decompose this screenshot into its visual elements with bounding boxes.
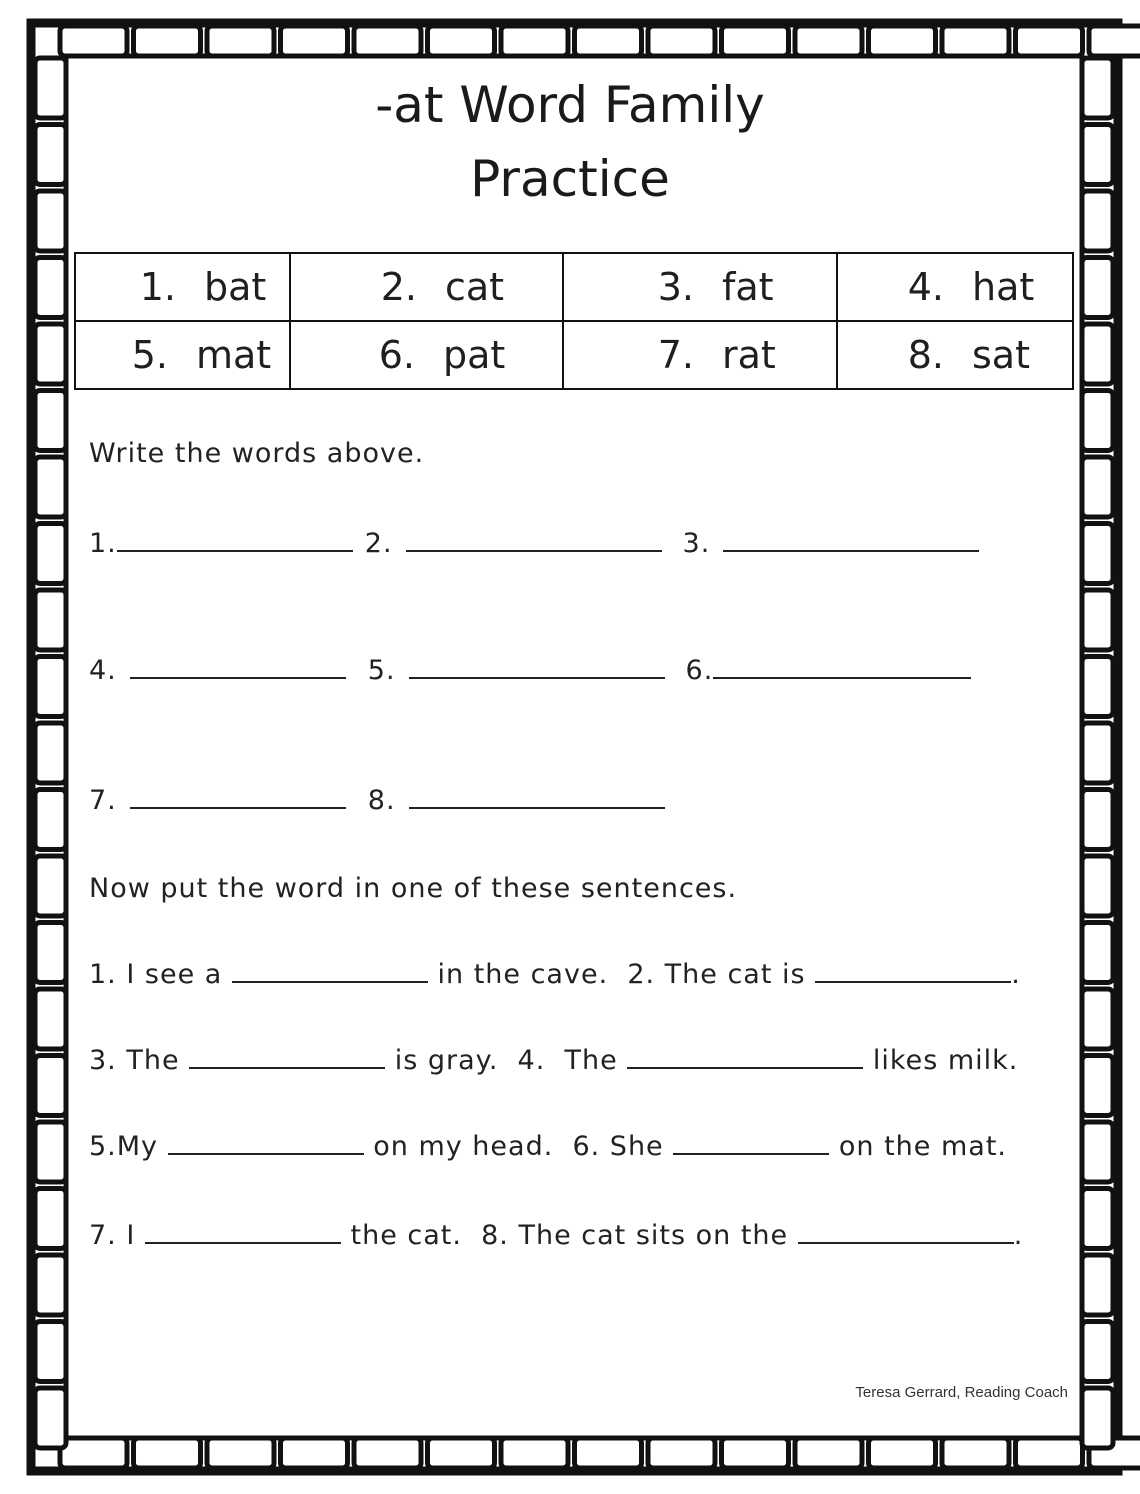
- sentence-text: .: [1013, 1220, 1024, 1251]
- word-text: cat: [445, 265, 505, 309]
- word-number: 8.: [907, 333, 944, 377]
- word-cell: [837, 321, 1073, 389]
- answer-label: 7.: [89, 785, 117, 816]
- word-text: hat: [972, 265, 1035, 309]
- sentence-text: 3. The: [89, 1045, 180, 1076]
- answer-label: 5.: [367, 655, 396, 686]
- word-cell: [563, 253, 837, 321]
- word-text: rat: [722, 333, 776, 377]
- word-number: 6.: [378, 333, 415, 377]
- word-cell: [75, 321, 290, 389]
- answer-row: [89, 655, 971, 686]
- word-number: 3.: [657, 265, 694, 309]
- sentence-blank[interactable]: [815, 959, 1011, 983]
- sentence-blank[interactable]: [673, 1131, 829, 1155]
- sentence-text: 7. I: [89, 1220, 136, 1251]
- answer-row: [89, 785, 665, 816]
- word-cell: [563, 321, 837, 389]
- word-cell: [837, 253, 1073, 321]
- answer-blank[interactable]: [713, 655, 971, 679]
- word-cell: [290, 321, 563, 389]
- answer-blank[interactable]: [409, 655, 665, 679]
- word-text: sat: [972, 333, 1030, 377]
- sentence-blank[interactable]: [189, 1045, 385, 1069]
- sentence-blank[interactable]: [145, 1220, 341, 1244]
- answer-blank[interactable]: [130, 785, 346, 809]
- sentence-text: is gray. 4. The: [394, 1045, 618, 1076]
- answer-label: 8.: [367, 785, 396, 816]
- answer-blank[interactable]: [409, 785, 665, 809]
- sentence-row: [89, 1220, 1023, 1251]
- word-table: [74, 252, 1074, 390]
- sentence-blank[interactable]: [627, 1045, 863, 1069]
- sentence-row: [89, 1131, 1007, 1162]
- sentence-text: the cat. 8. The cat sits on the: [350, 1220, 789, 1251]
- write-instruction: Write the words above.: [89, 438, 425, 469]
- worksheet-title: -at Word Family: [375, 76, 765, 134]
- sentence-text: on my head. 6. She: [373, 1131, 664, 1162]
- sentence-blank[interactable]: [232, 959, 428, 983]
- word-cell: [75, 253, 290, 321]
- sentence-row: [89, 1045, 1018, 1076]
- word-number: 7.: [657, 333, 694, 377]
- word-number: 5.: [131, 333, 168, 377]
- word-text: bat: [204, 265, 267, 309]
- word-table-row: [75, 321, 1073, 389]
- word-cell: [290, 253, 563, 321]
- sentence-text: in the cave. 2. The cat is: [437, 959, 806, 990]
- answer-blank[interactable]: [406, 528, 662, 552]
- word-text: pat: [443, 333, 506, 377]
- sentence-text: .: [1011, 959, 1021, 990]
- word-number: 2.: [380, 265, 417, 309]
- answer-blank[interactable]: [117, 528, 353, 552]
- sentence-blank[interactable]: [168, 1131, 364, 1155]
- sentence-blank[interactable]: [798, 1220, 1014, 1244]
- word-text: mat: [196, 333, 272, 377]
- answer-label: 1.: [89, 528, 117, 559]
- worksheet-subtitle: Practice: [470, 150, 670, 208]
- answer-blank[interactable]: [130, 655, 346, 679]
- word-text: fat: [722, 265, 774, 309]
- word-number: 4.: [907, 265, 944, 309]
- answer-label: 3.: [682, 528, 711, 559]
- sentence-text: likes milk.: [872, 1045, 1019, 1076]
- answer-label: 6.: [685, 655, 714, 686]
- sentence-text: 5.My: [89, 1131, 159, 1162]
- answer-label: 4.: [89, 655, 117, 686]
- answer-blank[interactable]: [723, 528, 979, 552]
- word-number: 1.: [139, 265, 176, 309]
- sentence-instruction: Now put the word in one of these sentences.: [89, 873, 738, 904]
- answer-label: 2.: [364, 528, 393, 559]
- sentence-text: on the mat.: [838, 1131, 1007, 1162]
- answer-row: [89, 528, 979, 559]
- word-table-row: [75, 253, 1073, 321]
- author-credit: Teresa Gerrard, Reading Coach: [855, 1384, 1068, 1401]
- sentence-text: 1. I see a: [89, 959, 223, 990]
- sentence-row: [89, 959, 1021, 990]
